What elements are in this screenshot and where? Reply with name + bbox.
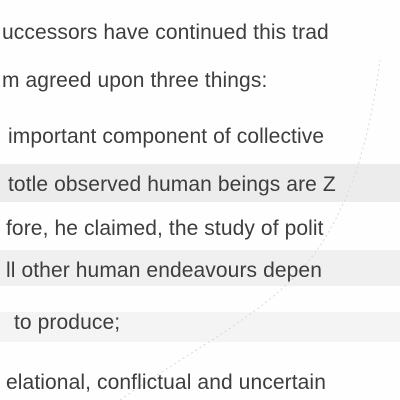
text-line-5: fore, he claimed, the study of polit xyxy=(6,217,324,240)
text-line-6: ll other human endeavours depen xyxy=(6,259,322,282)
text-line-4: totle observed human beings are Z xyxy=(8,173,336,196)
text-line-1: uccessors have continued this trad xyxy=(2,21,329,44)
text-line-2: m agreed upon three things: xyxy=(2,69,268,92)
text-line-7: to produce; xyxy=(14,311,121,334)
text-line-3: important component of collective xyxy=(8,125,325,148)
text-line-8: elational, conflictual and uncertain xyxy=(6,371,326,394)
